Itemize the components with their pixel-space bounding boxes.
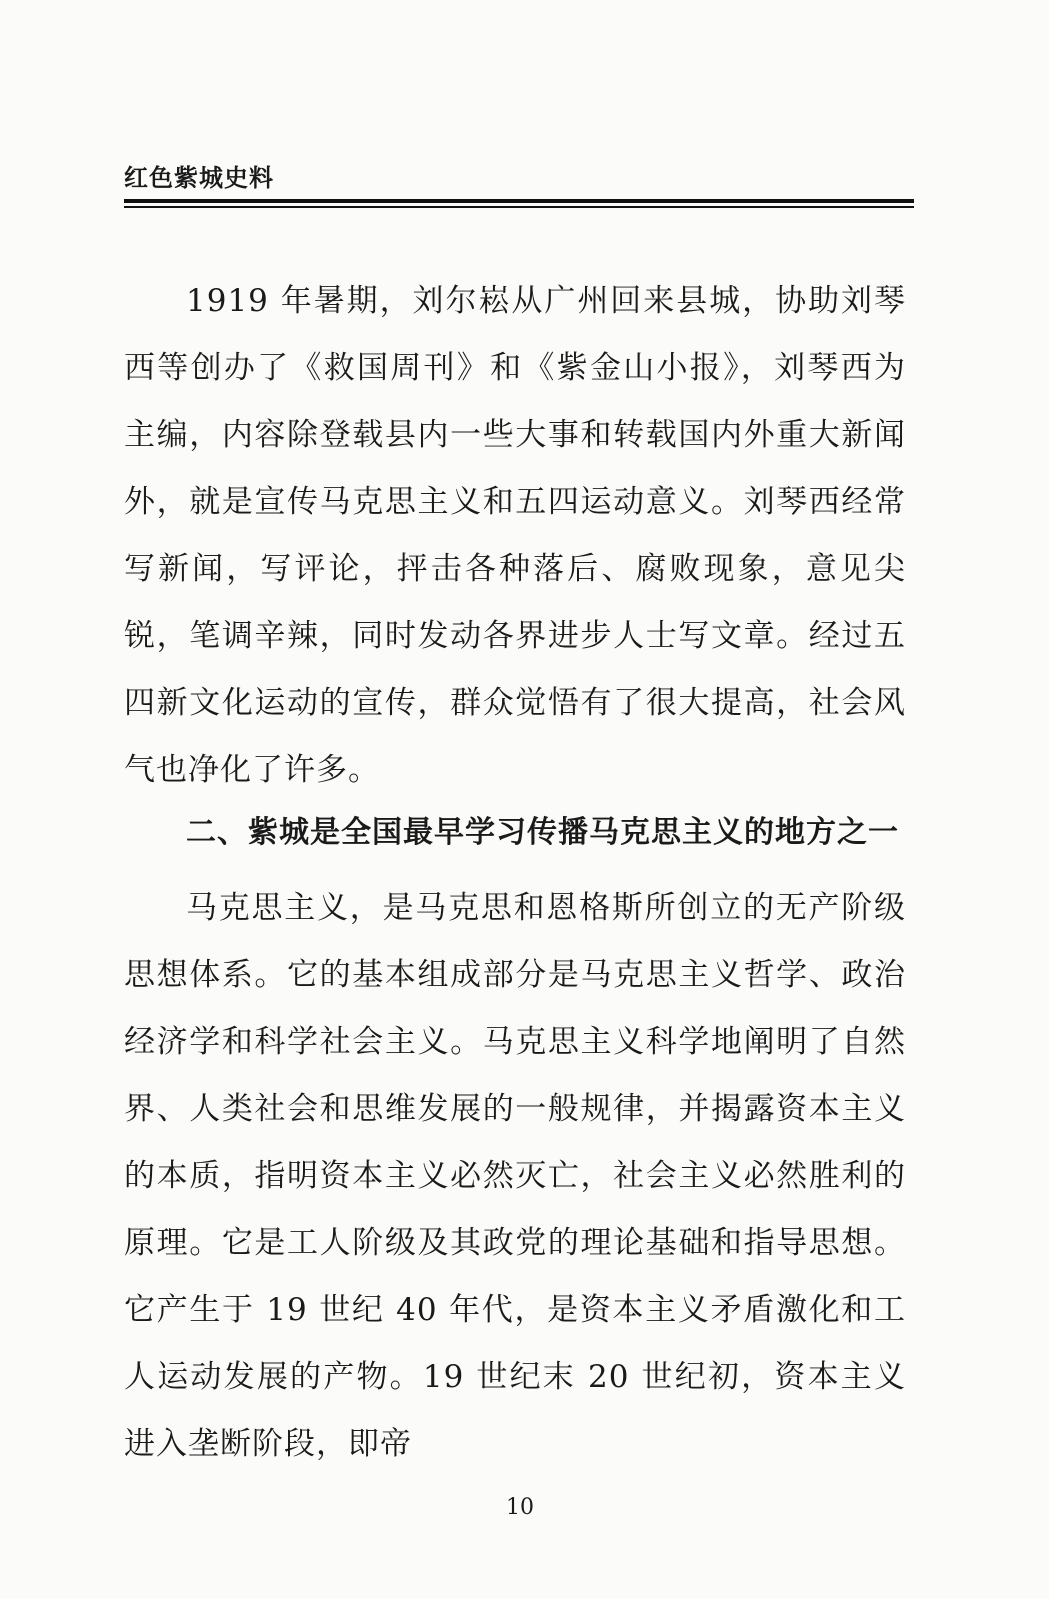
paragraph-1: 1919 年暑期，刘尔崧从广州回来县城，协助刘琴西等创办了《救国周刊》和《紫金山小报》，刘琴西为主编，内容除登载县内一些大事和转载国内外重大新闻外，就是宣传马克思主义和五四运动意义。刘琴西经常写新闻，写评论，抨击各种落后、腐败现象，意见尖锐，笔调辛辣，同时发动各界进步人士写文章。经过五四新文化运动的宣传，群众觉悟有了很大提高，社会风气也净化了许多。 [124, 283, 906, 788]
page-number: 10 [506, 1495, 534, 1520]
section-heading: 二、紫城是全国最早学习传播马克思主义的地方之一 [186, 815, 899, 850]
header-rule-thick [124, 199, 914, 203]
header-rule-thin [124, 206, 914, 208]
body-text-block-2 [124, 875, 906, 1478]
body-text-block-1 [124, 268, 906, 804]
running-head-title: 红色紫城史料 [124, 164, 274, 192]
paragraph-2: 马克思主义，是马克思和恩格斯所创立的无产阶级思想体系。它的基本组成部分是马克思主义哲学、政治经济学和科学社会主义。马克思主义科学地阐明了自然界、人类社会和思维发展的一般规律，并揭露资本主义的本质，指明资本主义必然灭亡，社会主义必然胜利的原理。它是工人阶级及其政党的理论基础和指导思想。它产生于 19 世纪 40 年代，是资本主义矛盾激化和工人运动发展的产物。19 世纪末 20 世纪初，资本主义进入垄断阶段，即帝 [124, 890, 906, 1462]
